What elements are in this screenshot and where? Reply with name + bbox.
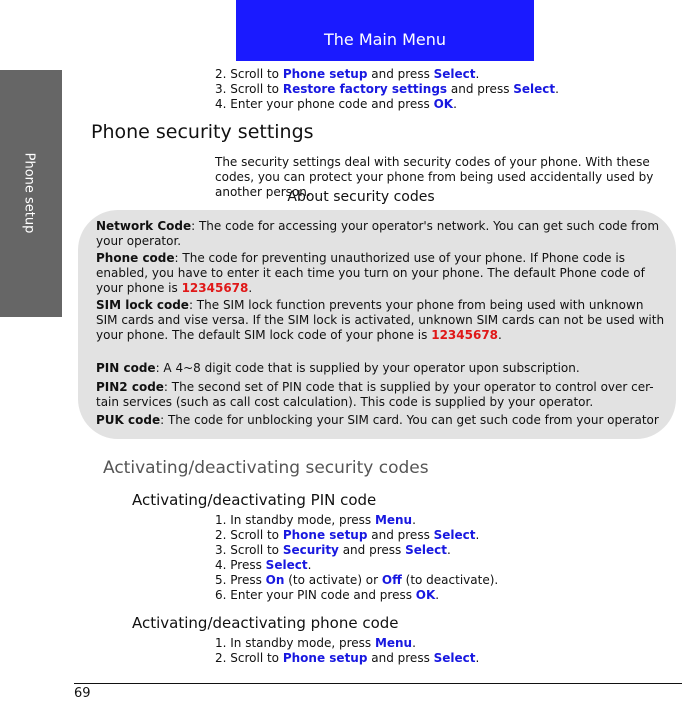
step-text: 5. Press: [215, 573, 266, 587]
step-line: [215, 636, 479, 651]
definition-text: : The code for preventing unauthorized use of your phone. If Phone code is enabled, you have to enter it each time you turn on your phone. The default Phone code of your phone is: [96, 251, 645, 295]
step-text: 1. In standby mode, press: [215, 513, 375, 527]
page-number: 69: [74, 686, 91, 701]
step-text: .: [412, 513, 416, 527]
step-text: 3. Scroll to: [215, 543, 283, 557]
about-heading: About security codes: [287, 189, 435, 205]
step-keyword: OK: [415, 588, 436, 602]
definition-text: .: [498, 328, 502, 342]
step-line: [215, 651, 479, 666]
step-line: [215, 82, 559, 97]
phone-code-subtitle: Activating/deactivating phone code: [132, 614, 399, 632]
step-text: and press: [367, 528, 434, 542]
step-text: .: [475, 528, 480, 542]
step-keyword: Phone setup: [282, 67, 368, 81]
definition-term: PIN2 code: [96, 380, 164, 394]
step-text: .: [412, 636, 416, 650]
step-line: [215, 67, 559, 82]
step-keyword: Select: [265, 558, 308, 572]
step-line: [215, 558, 498, 573]
definition-item: [96, 413, 666, 428]
definition-item: [96, 298, 666, 343]
step-line: [215, 97, 559, 112]
step-keyword: On: [265, 573, 285, 587]
definition-item: [96, 361, 666, 376]
step-text: .: [555, 82, 559, 96]
step-text: 3. Scroll to: [215, 82, 283, 96]
definition-term: SIM lock code: [96, 298, 189, 312]
step-text: 4. Enter your phone code and press: [215, 97, 434, 111]
step-text: 2. Scroll to: [215, 651, 283, 665]
step-keyword: Select: [433, 67, 476, 81]
phone-code-steps: [215, 636, 479, 666]
step-line: [215, 543, 498, 558]
step-keyword: Restore factory settings: [282, 82, 448, 96]
step-keyword: Select: [405, 543, 447, 557]
step-line: [215, 573, 498, 588]
step-text: 4. Press: [215, 558, 266, 572]
step-line: [215, 588, 498, 603]
step-keyword: Security: [282, 543, 339, 557]
step-keyword: Select: [433, 528, 476, 542]
step-line: [215, 513, 498, 528]
step-text: 1. In standby mode, press: [215, 636, 375, 650]
section-title: Phone security settings: [91, 121, 314, 143]
step-keyword: Select: [433, 651, 476, 665]
step-text: and press: [338, 543, 406, 557]
step-text: (to deactivate).: [401, 573, 499, 587]
step-keyword: Off: [381, 573, 402, 587]
definition-text: : The code for unblocking your SIM card. You can get such code from your operator: [160, 413, 659, 427]
definition-term: Phone code: [96, 251, 175, 265]
step-text: and press: [447, 82, 514, 96]
step-text: 2. Scroll to: [215, 528, 283, 542]
definition-text: : The code for accessing your operator's network. You can get such code from your operator.: [96, 219, 660, 248]
top-steps: [215, 67, 559, 112]
step-keyword: Menu: [374, 636, 413, 650]
step-text: (to activate) or: [284, 573, 382, 587]
step-text: and press: [367, 651, 434, 665]
step-text: .: [307, 558, 312, 572]
footer-divider: [74, 683, 682, 684]
header-title: The Main Menu: [323, 30, 447, 49]
definition-item: [96, 219, 666, 249]
definition-term: Network Code: [96, 219, 192, 233]
step-text: .: [475, 67, 480, 81]
default-code: 12345678: [431, 328, 499, 342]
step-text: .: [475, 651, 480, 665]
section-intro: The security settings deal with security codes of your phone. With these codes, you can protect your phone from being used accidentally used by another person.: [215, 155, 654, 199]
step-keyword: Menu: [374, 513, 413, 527]
definition-term: PUK code: [96, 413, 161, 427]
step-keyword: Select: [513, 82, 556, 96]
step-keyword: Phone setup: [282, 651, 368, 665]
step-text: and press: [367, 67, 434, 81]
definition-item: [96, 251, 666, 296]
step-text: .: [435, 588, 440, 602]
default-code: 12345678: [181, 281, 249, 295]
step-text: 2. Scroll to: [215, 67, 283, 81]
step-line: [215, 528, 498, 543]
definition-text: : The second set of PIN code that is supplied by your operator to control over cer-tain services (such as call cost calculation). This code is supplied by your operator.: [96, 380, 654, 409]
definition-text: : The SIM lock function prevents your phone from being used with unknown SIM cards and vise versa. If the SIM lock is activated, unknown SIM cards can not be used with your phone. The default SIM lock code of your phone is: [96, 298, 665, 342]
step-text: .: [446, 543, 451, 557]
step-text: .: [453, 97, 457, 111]
definition-term: PIN code: [96, 361, 156, 375]
definition-text: : A 4~8 digit code that is supplied by your operator upon subscription.: [155, 361, 580, 375]
definition-text: .: [248, 281, 253, 295]
step-keyword: Phone setup: [282, 528, 368, 542]
definition-item: [96, 380, 666, 410]
pin-subtitle: Activating/deactivating PIN code: [132, 491, 377, 509]
header-tab: [236, 0, 534, 61]
step-keyword: OK: [433, 97, 454, 111]
pin-steps: [215, 513, 498, 603]
step-text: 6. Enter your PIN code and press: [215, 588, 416, 602]
side-tab-label: Phone setup: [21, 152, 37, 234]
activating-title: Activating/deactivating security codes: [103, 458, 429, 478]
